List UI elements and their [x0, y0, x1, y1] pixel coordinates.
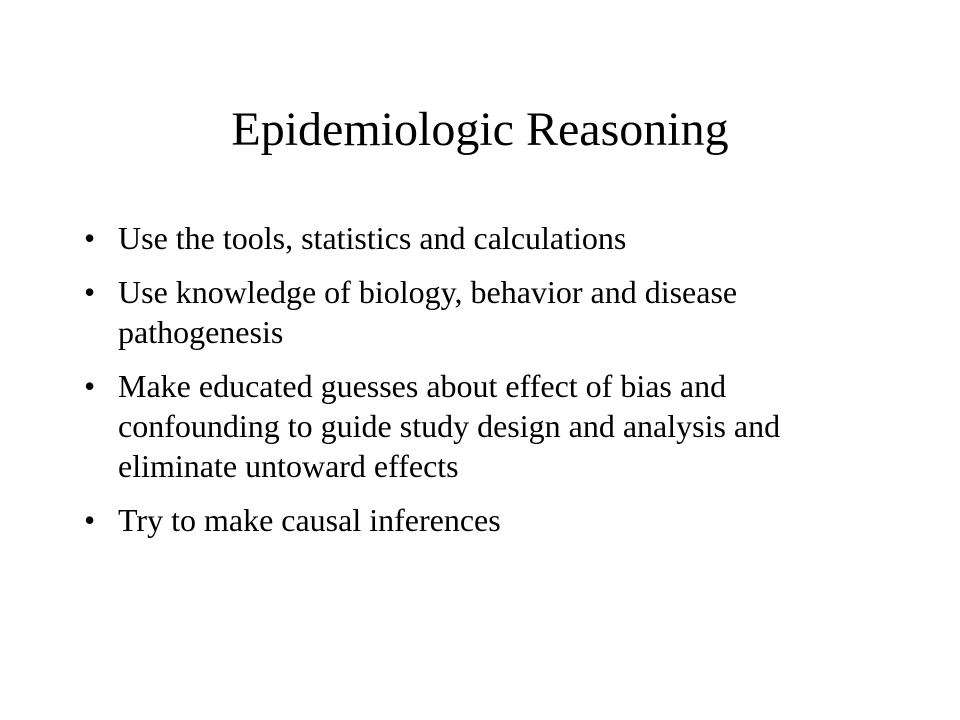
bullet-dot-icon: • [84, 368, 96, 404]
bullet-dot-icon: • [84, 502, 96, 538]
bullet-item [78, 366, 878, 486]
bullet-list [78, 218, 878, 554]
bullet-dot-icon: • [84, 220, 96, 256]
bullet-text: Use the tools, statistics and calculations [118, 220, 627, 256]
bullet-item [78, 272, 878, 352]
bullet-text: Make educated guesses about effect of bias and confounding to guide study design and analysis and eliminate untoward effects [118, 368, 781, 484]
bullet-text: Use knowledge of biology, behavior and disease pathogenesis [118, 274, 738, 350]
bullet-item [78, 500, 878, 540]
bullet-item [78, 218, 878, 258]
bullet-text: Try to make causal inferences [118, 502, 501, 538]
bullet-dot-icon: • [84, 274, 96, 310]
slide-title: Epidemiologic Reasoning [231, 103, 729, 156]
